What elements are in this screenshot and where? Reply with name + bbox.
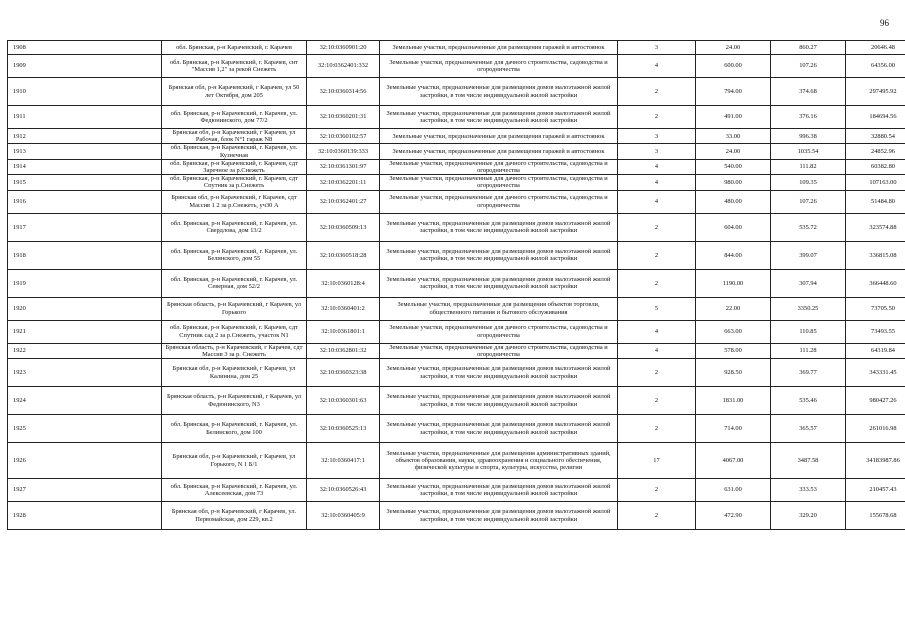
table-row (8, 415, 905, 443)
table-row (8, 343, 905, 358)
table-row (8, 78, 905, 106)
cadastral-value-cell: 34183987.86 (846, 443, 905, 479)
specific-value-cell: 399.07 (771, 241, 846, 269)
specific-value-cell: 535.72 (771, 213, 846, 241)
row-number-cell: 1911 (8, 106, 162, 129)
area-cell: 472.90 (696, 502, 771, 530)
table-row (8, 502, 905, 530)
specific-value-cell: 329.20 (771, 502, 846, 530)
land-use-cell: Земельные участки, предназначенные для дачного строительства, садоводства и огородничества (380, 159, 618, 174)
land-use-cell: Земельные участки, предназначенные для дачного строительства, садоводства и огородничества (380, 55, 618, 78)
area-cell: 1190.00 (696, 269, 771, 297)
group-number-cell: 4 (618, 159, 696, 174)
cadastral-value-cell: 323574.88 (846, 213, 905, 241)
table-row (8, 297, 905, 320)
area-cell: 794.00 (696, 78, 771, 106)
area-cell: 4067.00 (696, 443, 771, 479)
page-number: 96 (880, 18, 889, 28)
land-use-cell: Земельные участки, предназначенные для дачного строительства, садоводства и огородничества (380, 190, 618, 213)
area-cell: 491.00 (696, 106, 771, 129)
cadastral-number-cell: 32:10:0362401:332 (307, 55, 380, 78)
cadastral-number-cell: 32:10:0360401:2 (307, 297, 380, 320)
table-row (8, 359, 905, 387)
table-row (8, 190, 905, 213)
cadastral-number-cell: 32:10:0360314:56 (307, 78, 380, 106)
cadastral-value-cell: 184694.56 (846, 106, 905, 129)
row-number-cell: 1914 (8, 159, 162, 174)
address-cell: Брянская обл, р-н Карачевский, г Карачев, ул Рабочая, блок N°1 гараж N8 (162, 129, 307, 144)
group-number-cell: 5 (618, 297, 696, 320)
table-row (8, 213, 905, 241)
area-cell: 24.00 (696, 41, 771, 55)
specific-value-cell: 3487.58 (771, 443, 846, 479)
group-number-cell: 3 (618, 144, 696, 159)
cadastral-value-cell: 32880.54 (846, 129, 905, 144)
row-number-cell: 1916 (8, 190, 162, 213)
group-number-cell: 3 (618, 129, 696, 144)
group-number-cell: 2 (618, 387, 696, 415)
table-row (8, 241, 905, 269)
area-cell: 24.00 (696, 144, 771, 159)
row-number-cell: 1923 (8, 359, 162, 387)
specific-value-cell: 333.53 (771, 479, 846, 502)
table-row (8, 387, 905, 415)
cadastral-value-cell: 64356.00 (846, 55, 905, 78)
group-number-cell: 2 (618, 479, 696, 502)
address-cell: Брянская обл, р-н Карачевский, г Карачев, ул Горького, N 1 Б/1 (162, 443, 307, 479)
table-body (8, 41, 905, 530)
group-number-cell: 4 (618, 320, 696, 343)
table-row (8, 106, 905, 129)
specific-value-cell: 369.77 (771, 359, 846, 387)
row-number-cell: 1918 (8, 241, 162, 269)
cadastral-number-cell: 32:10:0360526:43 (307, 479, 380, 502)
address-cell: обл. Брянская, р-н Карачевский, г. Карачев, сдт Спутник за р.Снежеть (162, 175, 307, 190)
land-use-cell: Земельные участки, предназначенные для дачного строительства, садоводства и огородничества (380, 343, 618, 358)
group-number-cell: 17 (618, 443, 696, 479)
cadastral-number-cell: 32:10:0360405:9 (307, 502, 380, 530)
cadastral-value-cell: 343331.45 (846, 359, 905, 387)
cadastral-value-cell: 261016.98 (846, 415, 905, 443)
group-number-cell: 2 (618, 106, 696, 129)
group-number-cell: 2 (618, 269, 696, 297)
area-cell: 844.00 (696, 241, 771, 269)
row-number-cell: 1917 (8, 213, 162, 241)
row-number-cell: 1909 (8, 55, 162, 78)
area-cell: 928.50 (696, 359, 771, 387)
row-number-cell: 1920 (8, 297, 162, 320)
land-use-cell: Земельные участки, предназначенные для размещения гаражей и автостоянок (380, 41, 618, 55)
cadastral-value-cell: 73493.55 (846, 320, 905, 343)
land-use-cell: Земельные участки, предназначенные для размещения гаражей и автостоянок (380, 129, 618, 144)
cadastral-number-cell: 32:10:0362201:11 (307, 175, 380, 190)
specific-value-cell: 307.94 (771, 269, 846, 297)
cadastral-number-cell: 32:10:0360323:38 (307, 359, 380, 387)
table-row (8, 159, 905, 174)
land-use-cell: Земельные участки, предназначенные для размещения домов малоэтажной жилой застройки, в том числе индивидуальной жилой застройки (380, 479, 618, 502)
cadastral-number-cell: 32:10:0362401:27 (307, 190, 380, 213)
cadastral-number-cell: 32:10:0360201:31 (307, 106, 380, 129)
cadastral-number-cell: 32:10:0360509:13 (307, 213, 380, 241)
table-row (8, 41, 905, 55)
land-use-cell: Земельные участки, предназначенные для размещения домов малоэтажной жилой застройки, в том числе индивидуальной жилой застройки (380, 269, 618, 297)
land-use-cell: Земельные участки, предназначенные для размещения домов малоэтажной жилой застройки, в том числе индивидуальной жилой застройки (380, 359, 618, 387)
table-row (8, 269, 905, 297)
land-use-cell: Земельные участки, предназначенные для дачного строительства, садоводства и огородничества (380, 320, 618, 343)
land-use-cell: Земельные участки, предназначенные для размещения домов малоэтажной жилой застройки, в том числе индивидуальной жилой застройки (380, 106, 618, 129)
land-use-cell: Земельные участки, предназначенные для размещения объектов торговли, общественного питания и бытового обслуживания (380, 297, 618, 320)
group-number-cell: 3 (618, 41, 696, 55)
address-cell: Брянская обл, р-н Карачевский, г Карачев, сдт Массив 1 2 за р.Снежеть, уч30 А (162, 190, 307, 213)
area-cell: 600.00 (696, 55, 771, 78)
land-use-cell: Земельные участки, предназначенные для размещения домов малоэтажной жилой застройки, в том числе индивидуальной жилой застройки (380, 78, 618, 106)
address-cell: Брянская обл, р-н Карачевский, г Карачев, ул 50 лет Октября, дом 205 (162, 78, 307, 106)
address-cell: обл. Брянская, р-н Карачевский, г. Карачев, ул. Северная, дом 52/2 (162, 269, 307, 297)
cadastral-number-cell: 32:10:0360525:13 (307, 415, 380, 443)
specific-value-cell: 374.68 (771, 78, 846, 106)
group-number-cell: 2 (618, 213, 696, 241)
group-number-cell: 4 (618, 55, 696, 78)
specific-value-cell: 3350.25 (771, 297, 846, 320)
group-number-cell: 2 (618, 78, 696, 106)
cadastral-number-cell: 32:10:0361301:97 (307, 159, 380, 174)
specific-value-cell: 107.26 (771, 190, 846, 213)
address-cell: Брянская область, р-н Карачевский, г Карачев, ул Горького (162, 297, 307, 320)
cadastral-value-cell: 155678.68 (846, 502, 905, 530)
row-number-cell: 1910 (8, 78, 162, 106)
area-cell: 33.00 (696, 129, 771, 144)
table-row (8, 55, 905, 78)
specific-value-cell: 365.57 (771, 415, 846, 443)
address-cell: обл. Брянская, р-н Карачевский, г. Карачев, ул. Белинского, дом 55 (162, 241, 307, 269)
table-row (8, 175, 905, 190)
area-cell: 480.00 (696, 190, 771, 213)
land-use-cell: Земельные участки, предназначенные для размещения административных зданий, объектов образования, науки, здравоохранения и социального обеспечения, физической культуры и спорта, культуры, искусства, религии (380, 443, 618, 479)
specific-value-cell: 110.85 (771, 320, 846, 343)
row-number-cell: 1924 (8, 387, 162, 415)
area-cell: 1831.00 (696, 387, 771, 415)
row-number-cell: 1912 (8, 129, 162, 144)
cadastral-value-cell: 336815.08 (846, 241, 905, 269)
specific-value-cell: 111.82 (771, 159, 846, 174)
area-cell: 663.00 (696, 320, 771, 343)
table-row (8, 479, 905, 502)
area-cell: 540.00 (696, 159, 771, 174)
specific-value-cell: 535.46 (771, 387, 846, 415)
cadastral-number-cell: 32:10:0360301:63 (307, 387, 380, 415)
area-cell: 631.00 (696, 479, 771, 502)
cadastral-value-cell: 297495.92 (846, 78, 905, 106)
address-cell: обл. Брянская, р-н Карачевский, г. Карачев, ул. Кузнечная (162, 144, 307, 159)
address-cell: обл. Брянская, р-н Карачевский, г. Карачев, сдт Спутник сад 2 за р.Снежеть, участок N1 (162, 320, 307, 343)
specific-value-cell: 111.28 (771, 343, 846, 358)
cadastral-value-cell: 60382.80 (846, 159, 905, 174)
land-plots-table (7, 40, 905, 530)
group-number-cell: 2 (618, 241, 696, 269)
row-number-cell: 1908 (8, 41, 162, 55)
area-cell: 980.00 (696, 175, 771, 190)
land-use-cell: Земельные участки, предназначенные для дачного строительства, садоводства и огородничества (380, 175, 618, 190)
land-use-cell: Земельные участки, предназначенные для размещения домов малоэтажной жилой застройки, в том числе индивидуальной жилой застройки (380, 241, 618, 269)
group-number-cell: 4 (618, 175, 696, 190)
row-number-cell: 1926 (8, 443, 162, 479)
cadastral-value-cell: 73705.50 (846, 297, 905, 320)
specific-value-cell: 376.16 (771, 106, 846, 129)
cadastral-number-cell: 32:10:0360128:4 (307, 269, 380, 297)
address-cell: Брянская область, р-н Карачевский, г Карачев, сдт Массив 3 за р. Снежеть (162, 343, 307, 358)
cadastral-number-cell: 32:10:0360139:333 (307, 144, 380, 159)
table-row (8, 320, 905, 343)
row-number-cell: 1925 (8, 415, 162, 443)
cadastral-number-cell: 32:10:0362801:32 (307, 343, 380, 358)
area-cell: 22.00 (696, 297, 771, 320)
specific-value-cell: 860.27 (771, 41, 846, 55)
area-cell: 604.00 (696, 213, 771, 241)
cadastral-number-cell: 32:10:0360901:20 (307, 41, 380, 55)
row-number-cell: 1927 (8, 479, 162, 502)
land-use-cell: Земельные участки, предназначенные для размещения домов малоэтажной жилой застройки, в том числе индивидуальной жилой застройки (380, 213, 618, 241)
specific-value-cell: 109.35 (771, 175, 846, 190)
row-number-cell: 1928 (8, 502, 162, 530)
row-number-cell: 1919 (8, 269, 162, 297)
row-number-cell: 1913 (8, 144, 162, 159)
cadastral-value-cell: 24852.96 (846, 144, 905, 159)
group-number-cell: 4 (618, 190, 696, 213)
land-use-cell: Земельные участки, предназначенные для размещения домов малоэтажной жилой застройки, в том числе индивидуальной жилой застройки (380, 387, 618, 415)
cadastral-value-cell: 366448.60 (846, 269, 905, 297)
cadastral-number-cell: 32:10:0360102:57 (307, 129, 380, 144)
cadastral-number-cell: 32:10:0361801:1 (307, 320, 380, 343)
group-number-cell: 2 (618, 502, 696, 530)
group-number-cell: 2 (618, 359, 696, 387)
address-cell: Брянская обл, р-н Карачевский, г Карачев, ул. Первомайская, дом 229, кв.2 (162, 502, 307, 530)
address-cell: обл. Брянская, р-н Карачевский, г. Карачев, ул. Свердлова, дом 13/2 (162, 213, 307, 241)
land-use-cell: Земельные участки, предназначенные для размещения домов малоэтажной жилой застройки, в том числе индивидуальной жилой застройки (380, 502, 618, 530)
address-cell: обл. Брянская, р-н Карачевский, г. Карачев, ул. Алексеевская, дом 73 (162, 479, 307, 502)
row-number-cell: 1922 (8, 343, 162, 358)
area-cell: 714.00 (696, 415, 771, 443)
table-row (8, 144, 905, 159)
address-cell: обл. Брянская, р-н Карачевский, г. Карачев, ул. Федюнинского, дом 77/2 (162, 106, 307, 129)
address-cell: обл. Брянская, р-н Карачевский, г. Карачев, снт "Массив 1,2" за рекой Снежеть (162, 55, 307, 78)
group-number-cell: 4 (618, 343, 696, 358)
cadastral-number-cell: 32:10:0360417:1 (307, 443, 380, 479)
cadastral-value-cell: 20646.48 (846, 41, 905, 55)
address-cell: обл. Брянская, р-н Карачевский, г. Карачев, ул. Белинского, дом 100 (162, 415, 307, 443)
land-use-cell: Земельные участки, предназначенные для размещения домов малоэтажной жилой застройки, в том числе индивидуальной жилой застройки (380, 415, 618, 443)
cadastral-value-cell: 210457.43 (846, 479, 905, 502)
row-number-cell: 1915 (8, 175, 162, 190)
address-cell: Брянская область, р-н Карачевский, г Карачев, ул Федюнинского, N3 (162, 387, 307, 415)
cadastral-value-cell: 107163.00 (846, 175, 905, 190)
address-cell: обл. Брянская, р-н Карачевский, г. Карачев (162, 41, 307, 55)
specific-value-cell: 107.26 (771, 55, 846, 78)
table-row (8, 443, 905, 479)
cadastral-value-cell: 64319.84 (846, 343, 905, 358)
land-use-cell: Земельные участки, предназначенные для размещения гаражей и автостоянок (380, 144, 618, 159)
cadastral-value-cell: 980427.26 (846, 387, 905, 415)
address-cell: Брянская обл, р-н Карачевский, г Карачев, ул Калинина, дом 25 (162, 359, 307, 387)
specific-value-cell: 1035.54 (771, 144, 846, 159)
specific-value-cell: 996.38 (771, 129, 846, 144)
cadastral-value-cell: 51484.80 (846, 190, 905, 213)
area-cell: 578.00 (696, 343, 771, 358)
table-row (8, 129, 905, 144)
group-number-cell: 2 (618, 415, 696, 443)
cadastral-number-cell: 32:10:0360518:28 (307, 241, 380, 269)
row-number-cell: 1921 (8, 320, 162, 343)
address-cell: обл. Брянская, р-н Карачевский, г. Карачев, сдт Заречное за р.Снежеть (162, 159, 307, 174)
